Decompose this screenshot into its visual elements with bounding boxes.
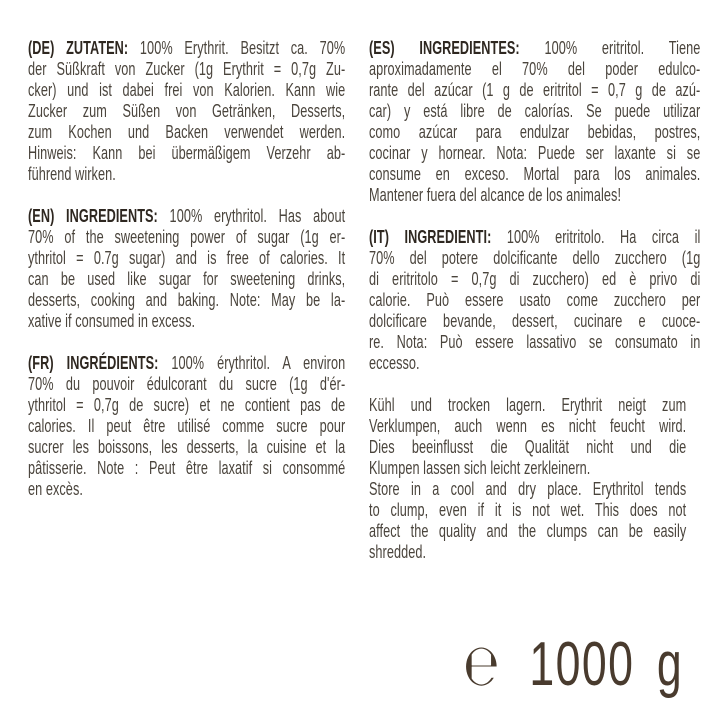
net-quantity: [463, 630, 683, 699]
storage-note-en-line: to clump, even if it is not wet. This does not: [369, 500, 687, 520]
left-column-text: [28, 38, 345, 500]
storage-note-de: [369, 395, 686, 479]
ingredients-fr-line: en excès.: [28, 479, 83, 499]
ingredients-es-line: aproximadamente el 70% del poder edulco-: [369, 59, 701, 79]
ingredients-de-heading: (DE) ZUTATEN:: [28, 38, 129, 58]
ingredients-en-line: desserts, cooking and baking. Note: May be la-: [28, 290, 346, 310]
ingredients-en-line: can be used like sugar for sweetening drinks,: [28, 269, 346, 289]
ingredients-de-line: Hinweis: Kann bei übermäßigem Verzehr ab-: [28, 143, 346, 163]
ingredients-es-line: Mantener fuera del alcance de los animales!: [369, 185, 622, 205]
ingredients-fr-line: pâtisserie. Note : Peut être laxatif si consommé: [28, 458, 346, 478]
ingredients-fr-line: sucrer les boissons, les desserts, la cuisine et la: [28, 437, 346, 457]
ingredients-es-line: car) y está libre de calorías. Se puede utilizar: [369, 101, 701, 121]
ingredients-es-line: como azúcar para endulzar bebidas, postres,: [369, 122, 701, 142]
storage-note-en-line: shredded.: [369, 542, 427, 562]
ingredients-it-line: eccesso.: [369, 353, 420, 373]
storage-note-de-line: Kühl und trocken lagern. Erythrit neigt zum: [369, 395, 687, 415]
ingredients-de: [28, 38, 345, 185]
ingredients-es-line: cocinar y hornear. Nota: Puede ser laxante si se: [369, 143, 701, 163]
ingredients-de-line: Zucker zum Süßen von Getränken, Desserts,: [28, 101, 346, 121]
ingredients-fr-line: (FR) INGRÉDIENTS: 100% érythritol. A environ: [28, 353, 346, 373]
right-column-text: [369, 38, 700, 563]
storage-note-de-line: Klumpen lassen sich leicht zerkleinern.: [369, 458, 591, 478]
ingredients-es-line: rante del azúcar (1 g de eritritol = 0,7 g de azú-: [369, 80, 701, 100]
storage-note-en: [369, 479, 686, 563]
ingredients-es-heading: (ES) INGREDIENTES:: [369, 38, 520, 58]
ingredients-es-line: (ES) INGREDIENTES: 100% eritritol. Tiene: [369, 38, 701, 58]
ingredients-it-line: 70% del potere dolcificante dello zucchero (1g: [369, 248, 701, 268]
ingredients-fr-line: ythritol = 0,7g de sucre) et ne contient pas de: [28, 395, 346, 415]
right-column: [369, 38, 720, 563]
ingredients-it-line: re. Nota: Può essere lassativo se consumato in: [369, 332, 701, 352]
ingredients-en-line: 70% of the sweetening power of sugar (1g er-: [28, 227, 346, 247]
ingredients-en-heading: (EN) INGREDIENTS:: [28, 206, 158, 226]
ingredients-de-line: führend wirken.: [28, 164, 116, 184]
ingredients-fr-heading: (FR) INGRÉDIENTS:: [28, 353, 159, 373]
ingredients-fr: [28, 353, 345, 500]
ingredients-en-line: ythritol = 0.7g sugar) and is free of calories. It: [28, 248, 346, 268]
storage-note-en-line: Store in a cool and dry place. Erythritol tends: [369, 479, 687, 499]
storage-note-de-line: Dies beeinflusst die Qualität nicht und die: [369, 437, 687, 457]
ingredients-en: [28, 206, 345, 332]
net-weight-value: 1000 g: [529, 630, 683, 699]
ingredients-en-line: xative if consumed in excess.: [28, 311, 196, 331]
ingredients-it-line: (IT) INGREDIENTI: 100% eritritolo. Ha circa il: [369, 227, 701, 247]
ingredients-it-line: dolcificare bevande, dessert, cucinare e cuoce-: [369, 311, 701, 331]
estimated-sign-icon: ℮: [463, 631, 499, 699]
ingredients-fr-line: calories. Il peut être utilisé comme sucre pour: [28, 416, 346, 436]
ingredients-de-line: der Süßkraft von Zucker (1g Erythrit = 0,7g Zu-: [28, 59, 346, 79]
ingredients-de-line: cker) und ist dabei frei von Kalorien. Kann wie: [28, 80, 346, 100]
ingredients-it-line: calorie. Può essere usato come zucchero per: [369, 290, 701, 310]
ingredients-it: [369, 227, 700, 374]
ingredients-it-line: di eritritolo = 0,7g di zucchero) ed è privo di: [369, 269, 701, 289]
storage-note-de-line: Verklumpen, auch wenn es nicht feucht wird.: [369, 416, 687, 436]
ingredients-de-line: zum Kochen und Backen verwendet werden.: [28, 122, 346, 142]
storage-note-en-line: affect the quality and the clumps can be easily: [369, 521, 687, 541]
ingredients-es: [369, 38, 700, 206]
ingredients-en-line: (EN) INGREDIENTS: 100% erythritol. Has about: [28, 206, 346, 226]
ingredients-es-line: consume en exceso. Mortal para los animales.: [369, 164, 701, 184]
ingredients-de-line: (DE) ZUTATEN: 100% Erythrit. Besitzt ca. 70%: [28, 38, 346, 58]
ingredients-fr-line: 70% du pouvoir édulcorant du sucre (1g d'ér-: [28, 374, 346, 394]
ingredients-it-heading: (IT) INGREDIENTI:: [369, 227, 492, 247]
